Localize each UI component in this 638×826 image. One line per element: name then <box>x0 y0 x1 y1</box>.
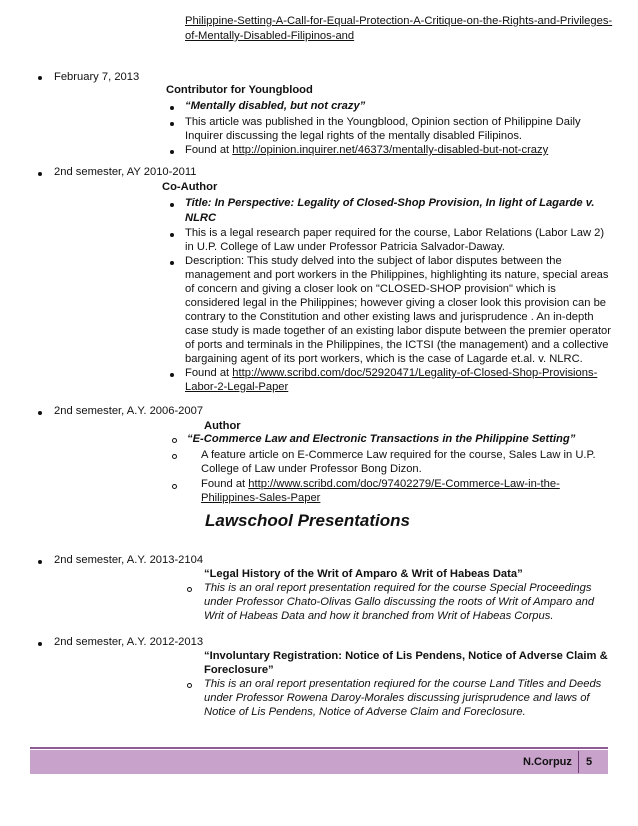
section-title: Lawschool Presentations <box>205 511 410 530</box>
entry1-date: February 7, 2013 <box>54 71 140 83</box>
bullet-icon <box>170 233 174 237</box>
entry3-desc-line2: College of Law under Professor Bong Dizon. <box>201 463 422 475</box>
pres2-desc-line2: under Professor Rowena Daroy-Morales discussing jurisprudence and laws of <box>204 692 590 704</box>
pres2-desc-line3: Notice of Lis Pendens, Notice of Adverse Claim and Foreclosure. <box>204 706 526 718</box>
bullet-icon <box>170 261 174 265</box>
bullet-icon <box>38 172 42 176</box>
bullet-icon <box>170 150 174 154</box>
entry3-role: Author <box>204 420 241 432</box>
bullet-icon <box>38 411 42 415</box>
pres2-date: 2nd semester, A.Y. 2012-2013 <box>54 636 204 648</box>
entry3-title: “E-Commerce Law and Electronic Transactions in the Philippine Setting” <box>187 433 576 445</box>
circle-bullet-icon <box>187 587 192 592</box>
entry1-desc-line2: Inquirer discussing the legal rights of the mentally disabled Filipinos. <box>185 130 523 142</box>
entry3-found-link-cont[interactable]: Philippines-Sales-Paper <box>201 492 321 504</box>
circle-bullet-icon <box>172 484 177 489</box>
entry2-desc-line1: This is a legal research paper required for the course, Labor Relations (Labor Law 2) <box>185 227 605 239</box>
pres2-title-line1: “Involuntary Registration: Notice of Lis Pendens, Notice of Adverse Claim & <box>204 650 608 662</box>
pres2-title-line2: Foreclosure” <box>204 664 274 676</box>
entry3-found-link[interactable]: http://www.scribd.com/doc/97402279/E-Commerce-Law-in-the- <box>248 478 560 490</box>
entry3-desc-line1: A feature article on E-Commerce Law required for the course, Sales Law in U.P. <box>201 449 596 461</box>
entry2-description-line7: of ports and terminals in the Philippines, the ICTSI (the management) and a collective <box>185 339 609 351</box>
entry2-found-link-cont[interactable]: Labor-2-Legal-Paper <box>185 381 289 393</box>
pres2-desc-line1: This is an oral report presentation reqiured for the course Land Titles and Deeds <box>204 678 602 690</box>
entry2-description-line2: management and port workers in the Philippines, highlighting its nature, special areas <box>185 269 609 281</box>
entry1-found-link[interactable]: http://opinion.inquirer.net/46373/mentally-disabled-but-not-crazy <box>232 144 549 156</box>
entry1-desc-line1: This article was published in the Youngblood, Opinion section of Philippine Daily <box>185 116 581 128</box>
page-number: 5 <box>586 756 593 768</box>
entry2-date: 2nd semester, AY 2010-2011 <box>54 166 197 178</box>
circle-bullet-icon <box>172 438 177 443</box>
entry2-description-line6: case study is made together of an existing labor dispute between the premier operator <box>185 325 611 337</box>
entry1-role: Contributor for Youngblood <box>166 84 313 96</box>
top-link-line1[interactable]: Philippine-Setting-A-Call-for-Equal-Protection-A-Critique-on-the-Rights-and-Privileges- <box>185 15 613 27</box>
pres1-desc-line2: under Professor Chato-Olivas Gallo discussing the roots of Writ of Amparo and <box>204 596 595 608</box>
top-link-line2[interactable]: of-Mentally-Disabled-Filipinos-and <box>185 30 355 42</box>
entry1-title: “Mentally disabled, but not crazy” <box>185 100 366 112</box>
footer-bar <box>30 750 608 774</box>
bullet-icon <box>170 373 174 377</box>
found-prefix: Found at <box>201 478 249 490</box>
footer-author: N.Corpuz <box>523 756 572 768</box>
pres1-date: 2nd semester, A.Y. 2013-2104 <box>54 554 204 566</box>
pres1-desc-line3: Writ of Habeas Data and how it branched from Writ of Habeas Corpus. <box>204 610 554 622</box>
entry2-title-line1: Title: In Perspective: Legality of Closed-Shop Provision, In light of Lagarde v. <box>185 197 595 209</box>
circle-bullet-icon <box>187 683 192 688</box>
footer-divider <box>578 751 579 773</box>
entry2-description-line4: considered legal in the Philippines; however giving a closer look this provision can be <box>185 297 607 309</box>
footer-rule <box>30 747 608 749</box>
entry2-title-line2: NLRC <box>185 212 217 224</box>
entry1-found <box>185 143 548 157</box>
found-prefix: Found at <box>185 367 233 379</box>
found-prefix: Found at <box>185 144 233 156</box>
circle-bullet-icon <box>172 454 177 459</box>
pres1-title: “Legal History of the Writ of Amparo & Writ of Habeas Data” <box>204 568 523 580</box>
entry2-found <box>185 366 597 380</box>
bullet-icon <box>38 76 42 80</box>
entry3-found <box>201 477 560 491</box>
entry2-description-line8: bargaining agent of its port workers, which is the case of Lagarde et.al. v. NLRC. <box>185 353 583 365</box>
entry2-description-line1: Description: This study delved into the subject of labor disputes between the <box>185 255 562 267</box>
entry3-date: 2nd semester, A.Y. 2006-2007 <box>54 405 204 417</box>
entry2-found-link[interactable]: http://www.scribd.com/doc/52920471/Legality-of-Closed-Shop-Provisions- <box>232 367 598 379</box>
bullet-icon <box>38 642 42 646</box>
entry2-description-line5: contrary to the Constitution and other existing laws and jurisprudence . An in-depth <box>185 311 594 323</box>
pres1-desc-line1: This is an oral report presentation required for the course Special Proceedings <box>204 582 592 594</box>
entry2-description-line3: of concern and giving a closer look on "CLOSED-SHOP provision" which is <box>185 283 556 295</box>
bullet-icon <box>38 560 42 564</box>
bullet-icon <box>170 203 174 207</box>
bullet-icon <box>170 122 174 126</box>
entry2-role: Co-Author <box>162 181 218 193</box>
entry2-desc-line2: in U.P. College of Law under Professor Patricia Salvador-Daway. <box>185 241 505 253</box>
bullet-icon <box>170 106 174 110</box>
